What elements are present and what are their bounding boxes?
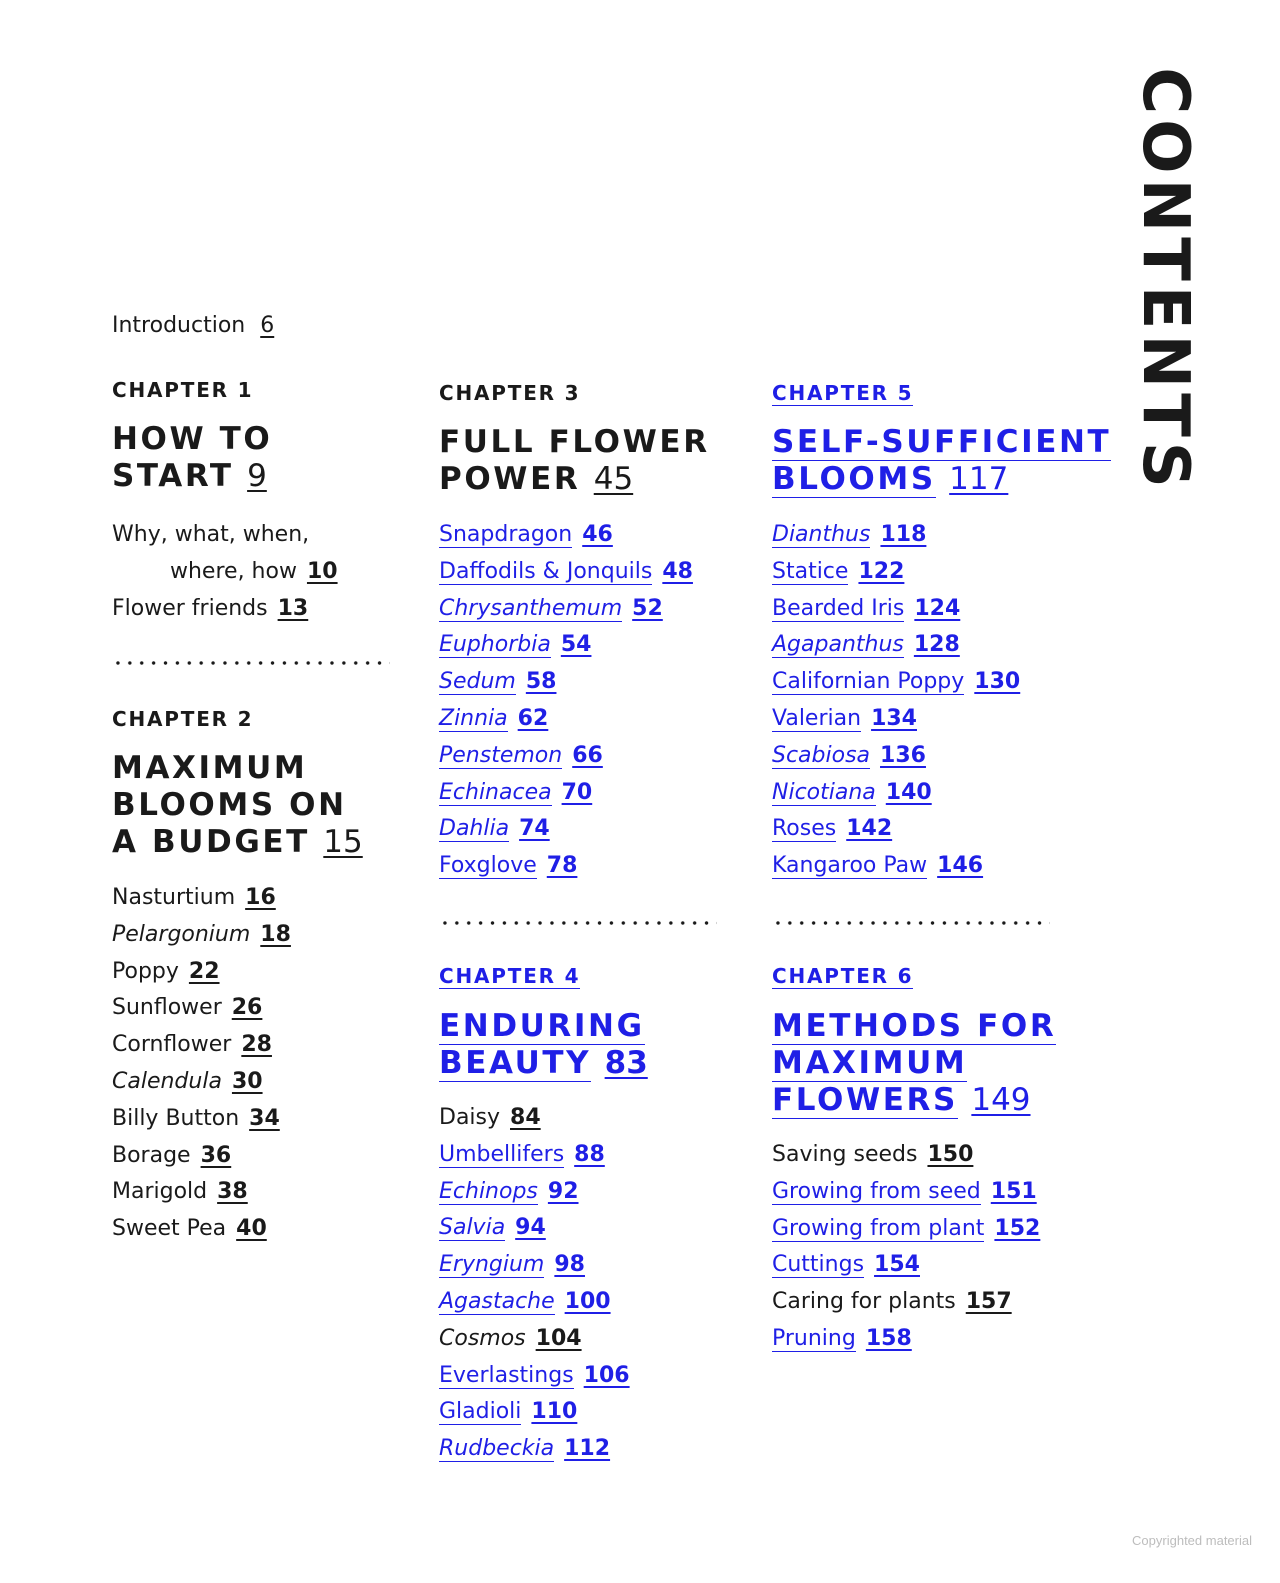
chapter-2-page: 15 <box>323 824 363 860</box>
entry-text[interactable]: Bearded Iris <box>772 595 905 621</box>
toc-entry <box>772 1137 1040 1174</box>
toc-entry <box>112 517 338 554</box>
entry-text[interactable]: Growing from seed <box>772 1178 981 1204</box>
entry-page[interactable]: 48 <box>662 558 693 584</box>
chapter-3-entries <box>439 517 693 885</box>
entry-page: 150 <box>927 1142 974 1167</box>
chapter-1-page: 9 <box>247 458 267 494</box>
toc-entry <box>112 880 291 917</box>
introduction-label: Introduction <box>112 313 246 338</box>
entry-page: 10 <box>306 558 338 584</box>
entry-text[interactable]: Dahlia <box>439 816 510 842</box>
entry-page: 84 <box>510 1105 541 1130</box>
contents-heading-text: CONTENTS <box>1128 67 1202 493</box>
chapter-1-title <box>112 421 272 495</box>
toc-entry <box>439 1100 630 1137</box>
toc-entry <box>439 1321 630 1358</box>
entry-page: 13 <box>277 595 309 621</box>
toc-entry-link[interactable] <box>772 701 1020 738</box>
entry-page[interactable]: 88 <box>574 1141 605 1167</box>
chapter-title-line: A BUDGET <box>112 824 310 860</box>
chapter-5-title[interactable] <box>772 424 1111 498</box>
chapter-title-line[interactable]: SELF-SUFFICIENT <box>772 424 1112 460</box>
entry-text[interactable]: Agastache <box>439 1288 555 1314</box>
toc-entry <box>112 554 338 591</box>
entry-page[interactable]: 130 <box>974 669 1021 695</box>
entry-page[interactable]: 146 <box>937 853 984 879</box>
entry-text[interactable]: Foxglove <box>439 853 537 879</box>
entry-page[interactable]: 154 <box>874 1252 920 1278</box>
entry-text[interactable]: Snapdragon <box>439 522 573 547</box>
toc-entry-link[interactable] <box>772 848 1020 885</box>
entry-text: Why, what, when, <box>112 522 310 547</box>
entry-page[interactable]: 70 <box>561 779 593 805</box>
toc-entry <box>112 1138 291 1175</box>
toc-entry-link[interactable] <box>772 627 1020 664</box>
entry-text[interactable]: Chrysanthemum <box>439 595 623 621</box>
entry-page[interactable]: 92 <box>547 1178 579 1204</box>
entry-text[interactable]: Euphorbia <box>439 632 551 658</box>
entry-text[interactable]: Gladioli <box>439 1399 522 1425</box>
chapter-4-label[interactable] <box>439 964 580 988</box>
toc-entry-link[interactable] <box>439 1394 630 1431</box>
chapter-title-line[interactable]: METHODS FOR <box>772 1008 1057 1044</box>
toc-entry-link[interactable] <box>772 1247 1040 1284</box>
entry-text: Nasturtium <box>112 885 236 910</box>
entry-text: Daisy <box>439 1105 501 1130</box>
toc-entry <box>112 954 291 991</box>
chapter-title-line[interactable]: FLOWERS <box>772 1082 958 1118</box>
chapter-1-entries <box>112 517 338 627</box>
entry-page: 38 <box>217 1179 248 1205</box>
dotted-divider <box>439 921 717 925</box>
chapter-5-label-text[interactable]: CHAPTER 5 <box>772 381 914 405</box>
entry-text[interactable]: Nicotiana <box>772 779 876 805</box>
toc-entry <box>772 1284 1040 1321</box>
chapter-6-title[interactable] <box>772 1008 1056 1119</box>
entry-page[interactable]: 158 <box>865 1325 912 1351</box>
entry-text[interactable]: Kangaroo Paw <box>772 853 928 879</box>
entry-page: 34 <box>249 1105 280 1131</box>
entry-page: 22 <box>188 958 220 984</box>
toc-entry <box>112 1174 291 1211</box>
toc-entry-link[interactable] <box>439 738 693 775</box>
toc-entry <box>112 990 291 1027</box>
entry-page: 18 <box>260 921 291 947</box>
entry-text: Caring for plants <box>772 1289 956 1315</box>
entry-page: 30 <box>231 1068 263 1094</box>
entry-text: Sunflower <box>112 995 222 1021</box>
entry-page[interactable]: 140 <box>885 779 932 805</box>
entry-page: 36 <box>200 1142 232 1168</box>
entry-page[interactable]: 134 <box>871 705 917 731</box>
introduction-page: 6 <box>260 313 275 338</box>
toc-entry-link[interactable] <box>772 664 1020 701</box>
copyright-notice: Copyrighted material <box>1132 1533 1252 1548</box>
chapter-4-label-text[interactable]: CHAPTER 4 <box>439 964 581 988</box>
entry-text[interactable]: Salvia <box>439 1215 506 1241</box>
toc-entry <box>112 1211 291 1248</box>
entry-text[interactable]: Eryngium <box>439 1252 545 1278</box>
toc-entry <box>112 1027 291 1064</box>
chapter-2-title <box>112 750 363 861</box>
entry-text[interactable]: Californian Poppy <box>772 669 965 695</box>
toc-entry-link[interactable] <box>772 554 1020 591</box>
entry-text[interactable]: Dianthus <box>772 522 871 547</box>
chapter-6-label[interactable] <box>772 964 913 988</box>
chapter-title-line: HOW TO <box>112 421 273 457</box>
chapter-3-label: CHAPTER 3 <box>439 381 581 405</box>
toc-entry-link[interactable] <box>439 1431 630 1468</box>
entry-page[interactable]: 128 <box>913 632 960 658</box>
chapter-title-line[interactable]: BEAUTY <box>439 1045 592 1081</box>
entry-text[interactable]: Penstemon <box>439 742 563 768</box>
entry-text[interactable]: Zinnia <box>439 705 508 731</box>
entry-page[interactable]: 98 <box>554 1252 585 1278</box>
contents-heading <box>1110 67 1220 493</box>
entry-text: Calendula <box>112 1068 222 1094</box>
toc-entry <box>112 591 338 628</box>
entry-page[interactable]: 62 <box>517 705 549 731</box>
entry-page[interactable]: 106 <box>583 1362 630 1388</box>
chapter-6-entries <box>772 1137 1040 1358</box>
chapter-title-line[interactable]: MAXIMUM <box>772 1045 968 1081</box>
entry-text[interactable]: Scabiosa <box>772 742 871 768</box>
entry-text[interactable]: Cuttings <box>772 1252 865 1278</box>
toc-entry-link[interactable] <box>439 1174 630 1211</box>
chapter-title-line: START <box>112 458 234 494</box>
toc-entry-link[interactable] <box>439 848 693 885</box>
entry-page[interactable]: 110 <box>531 1399 578 1425</box>
entry-text: Marigold <box>112 1179 208 1205</box>
entry-page[interactable]: 100 <box>564 1288 611 1314</box>
entry-page[interactable]: 94 <box>515 1215 546 1241</box>
toc-entry-link[interactable] <box>439 627 693 664</box>
entry-text[interactable]: Agapanthus <box>772 632 904 658</box>
entry-text: Poppy <box>112 958 179 984</box>
entry-page: 26 <box>231 995 263 1021</box>
toc-entry-link[interactable] <box>772 1321 1040 1358</box>
entry-page[interactable]: 124 <box>914 595 961 621</box>
toc-entry-link[interactable] <box>439 591 693 628</box>
chapter-6-label-text[interactable]: CHAPTER 6 <box>772 964 914 988</box>
toc-entry-link[interactable] <box>772 738 1020 775</box>
entry-page[interactable]: 112 <box>564 1436 611 1462</box>
toc-entry-link[interactable] <box>772 517 1020 554</box>
toc-entry-link[interactable] <box>439 811 693 848</box>
chapter-title-line: FULL FLOWER <box>439 424 710 460</box>
toc-entry-link[interactable] <box>772 1174 1040 1211</box>
chapter-title-line: BLOOMS ON <box>112 787 347 823</box>
chapter-title-line[interactable]: ENDURING <box>439 1008 645 1044</box>
toc-entry-link[interactable] <box>439 1284 630 1321</box>
toc-entry-link[interactable] <box>439 1137 630 1174</box>
entry-text: Saving seeds <box>772 1142 918 1167</box>
toc-entry <box>112 917 291 954</box>
entry-text[interactable]: Echinacea <box>439 779 552 805</box>
chapter-4-title[interactable] <box>439 1008 648 1082</box>
chapter-3-title <box>439 424 710 498</box>
entry-text[interactable]: Growing from plant <box>772 1215 985 1241</box>
dotted-divider <box>112 661 390 665</box>
entry-page[interactable]: 118 <box>880 522 927 547</box>
entry-page[interactable]: 74 <box>519 816 550 842</box>
entry-text: Cornflower <box>112 1032 232 1058</box>
chapter-title-line: POWER <box>439 461 581 497</box>
chapter-3-page: 45 <box>593 461 634 497</box>
entry-page[interactable]: 54 <box>560 632 592 658</box>
chapter-title-line: MAXIMUM <box>112 750 308 786</box>
chapter-2-entries <box>112 880 291 1248</box>
entry-page[interactable]: 136 <box>880 742 926 768</box>
chapter-5-label[interactable] <box>772 381 913 405</box>
entry-page[interactable]: 122 <box>858 558 905 584</box>
toc-entry <box>112 1064 291 1101</box>
entry-text: where, how <box>170 558 297 584</box>
entry-text[interactable]: Everlastings <box>439 1362 574 1388</box>
entry-page[interactable]: 66 <box>572 742 603 768</box>
entry-text[interactable]: Echinops <box>439 1178 538 1204</box>
toc-entry-link[interactable] <box>439 775 693 812</box>
toc-entry-link[interactable] <box>439 554 693 591</box>
chapter-4-entries <box>439 1100 630 1468</box>
toc-entry-link[interactable] <box>439 1210 630 1247</box>
entry-page[interactable]: 142 <box>846 816 893 842</box>
entry-text[interactable]: Sedum <box>439 669 516 695</box>
dotted-divider <box>772 921 1050 925</box>
entry-text[interactable]: Rudbeckia <box>439 1436 555 1462</box>
toc-entry-link[interactable] <box>439 701 693 738</box>
chapter-1-label: CHAPTER 1 <box>112 378 254 402</box>
entry-page[interactable]: 58 <box>525 669 557 695</box>
toc-entry-link[interactable] <box>772 811 1020 848</box>
entry-text: Billy Button <box>112 1105 240 1131</box>
entry-text: Sweet Pea <box>112 1216 227 1242</box>
chapter-title-line[interactable]: BLOOMS <box>772 461 936 497</box>
entry-page[interactable]: 152 <box>994 1215 1041 1241</box>
chapter-2-label: CHAPTER 2 <box>112 707 254 731</box>
entry-text[interactable]: Umbellifers <box>439 1141 565 1167</box>
chapter-6-page[interactable]: 149 <box>971 1082 1031 1118</box>
toc-entry-link[interactable] <box>439 517 693 554</box>
entry-text[interactable]: Roses <box>772 816 837 842</box>
entry-text: Flower friends <box>112 595 268 621</box>
toc-entry-link[interactable] <box>772 591 1020 628</box>
chapter-5-entries <box>772 517 1020 885</box>
entry-text[interactable]: Pruning <box>772 1325 856 1351</box>
toc-entry-link[interactable] <box>439 1247 630 1284</box>
chapter-4-page[interactable]: 83 <box>604 1045 648 1081</box>
entry-page[interactable]: 52 <box>632 595 663 621</box>
entry-text: Pelargonium <box>112 921 251 947</box>
entry-text[interactable]: Valerian <box>772 705 862 731</box>
toc-entry-link[interactable] <box>772 1211 1040 1248</box>
introduction-entry <box>112 312 274 340</box>
toc-entry-link[interactable] <box>439 664 693 701</box>
entry-page: 104 <box>535 1325 582 1351</box>
entry-page[interactable]: 78 <box>546 853 578 879</box>
toc-entry-link[interactable] <box>772 775 1020 812</box>
entry-text[interactable]: Daffodils & Jonquils <box>439 558 653 584</box>
entry-page[interactable]: 46 <box>582 522 613 547</box>
toc-entry-link[interactable] <box>439 1358 630 1395</box>
entry-page: 40 <box>236 1216 267 1242</box>
entry-page: 157 <box>965 1289 1012 1315</box>
entry-text[interactable]: Statice <box>772 558 849 584</box>
chapter-5-page[interactable]: 117 <box>949 461 1009 497</box>
entry-page[interactable]: 151 <box>990 1178 1037 1204</box>
entry-text: Cosmos <box>439 1325 526 1351</box>
entry-text: Borage <box>112 1142 191 1168</box>
entry-page: 28 <box>241 1032 272 1058</box>
entry-page: 16 <box>245 885 276 910</box>
toc-entry <box>112 1101 291 1138</box>
